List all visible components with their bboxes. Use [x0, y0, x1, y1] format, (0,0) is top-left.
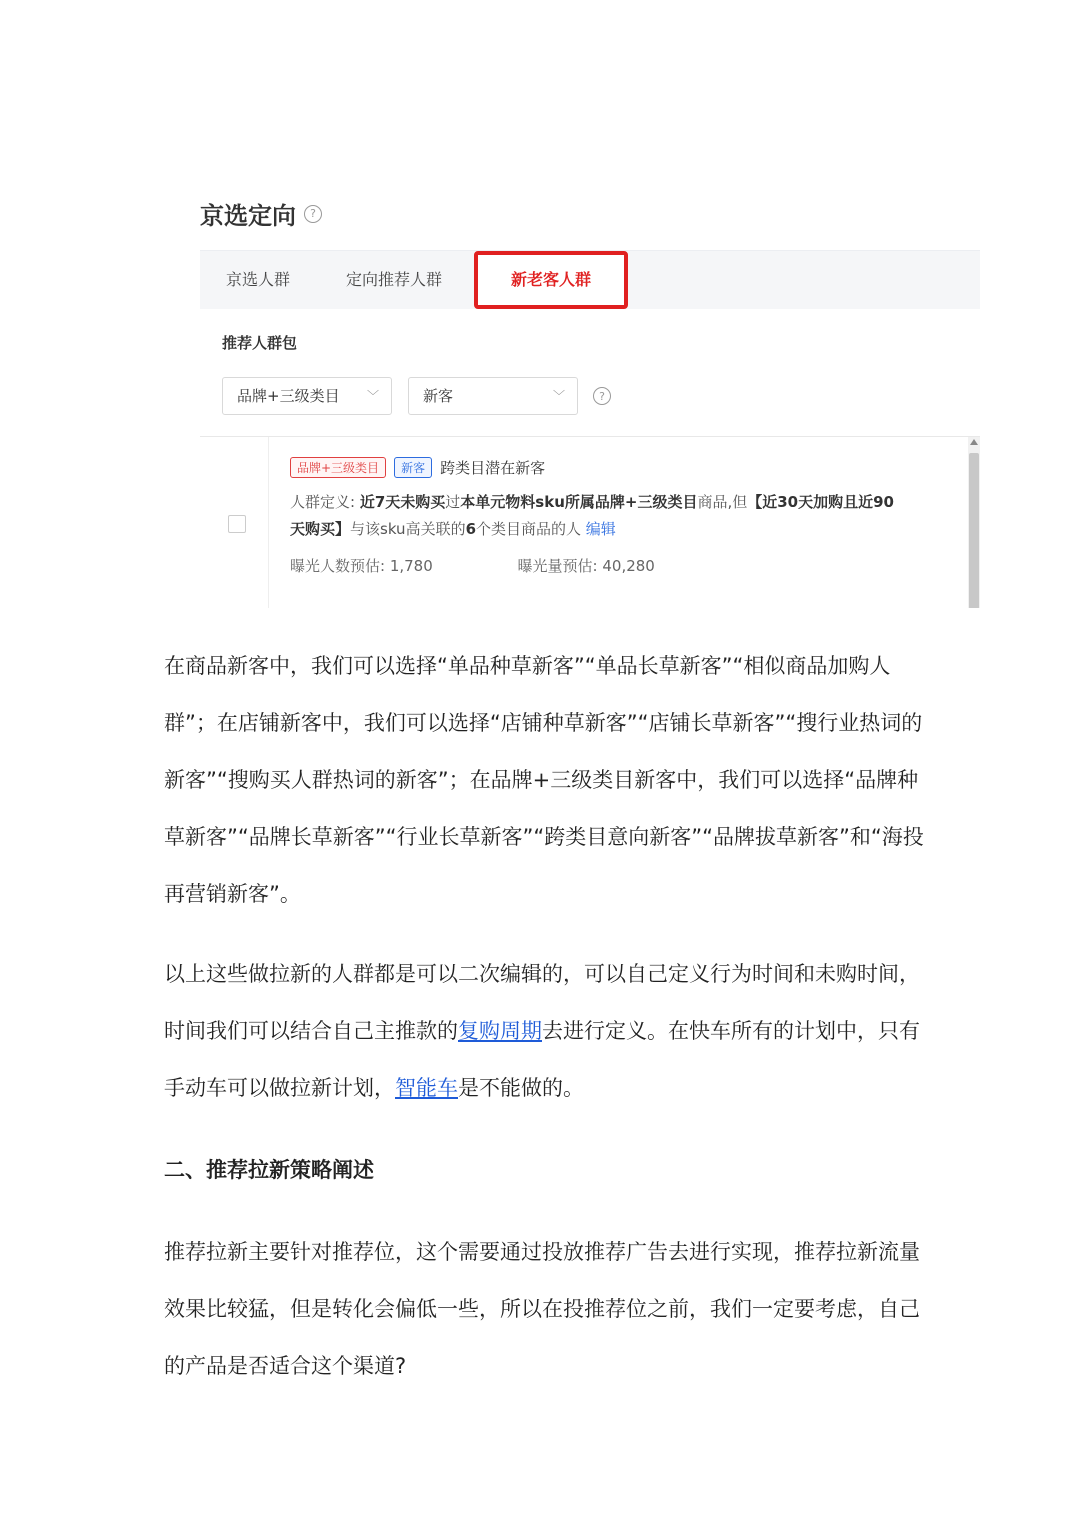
section-heading: 二、推荐拉新策略阐述	[164, 1158, 374, 1182]
smart-car-link[interactable]: 智能车	[395, 1076, 458, 1100]
definition-text-1: 过	[445, 493, 461, 511]
panel-title-text: 京选定向	[200, 202, 296, 230]
paragraph-2-text	[164, 946, 924, 1117]
tab-jingxuan-crowd[interactable]: 京选人群	[226, 270, 291, 289]
definition-prefix: 人群定义:	[290, 493, 360, 511]
customer-type-select[interactable]	[408, 377, 578, 415]
customer-type-select-value: 新客	[423, 387, 454, 405]
definition-bold-3: 【近30天加购且近90天购买】	[290, 493, 894, 538]
definition-bold-1: 近7天未购买	[359, 493, 446, 511]
tab-targeted-recommend-crowd[interactable]: 定向推荐人群	[346, 270, 443, 289]
paragraph-1-text: 在商品新客中，我们可以选择“单品种草新客”“单品长草新客”“相似商品加购人群”；在店铺新客中，我们可以选择“店铺种草新客”“店铺长草新客”“搜行业热词的新客”“搜购买人群热词的新客”；在品牌+三级类目新客中，我们可以选择“品牌种草新客”“品牌长草新客”“行业长草新客”“跨类目意向新客”“品牌拔草新客”和“海投再营销新客”。	[164, 654, 924, 906]
new-customer-tag: 新客	[394, 457, 432, 478]
paragraph-2-part-c: 是不能做的。	[458, 1076, 584, 1100]
chevron-down-icon: ﹀	[552, 389, 565, 403]
exposure-people-estimate: 曝光人数预估: 1,780	[290, 557, 433, 575]
definition-bold-2: 本单元物料sku所属品牌+三级类目	[460, 493, 698, 511]
article-paragraph-3	[164, 1224, 924, 1395]
definition-text-4: 个类目商品的人	[476, 520, 586, 538]
crowd-definition	[290, 489, 900, 543]
scrollbar[interactable]	[968, 437, 980, 608]
tab-bar	[200, 250, 980, 309]
category-tag: 品牌+三级类目	[290, 457, 386, 478]
group-label: 推荐人群包	[222, 334, 298, 352]
crowd-stats	[290, 555, 735, 576]
embedded-screenshot	[200, 160, 980, 608]
crowd-list	[200, 436, 980, 608]
category-select[interactable]	[222, 377, 392, 415]
question-circle-icon[interactable]: ?	[593, 387, 611, 405]
repurchase-cycle-link[interactable]: 复购周期	[458, 1019, 542, 1043]
crowd-name: 跨类目潜在新客	[440, 459, 546, 477]
paragraph-2-part-b: 去进行定义。在快车所有的计划中，只有手动车可以做拉新计划，	[164, 1019, 920, 1100]
category-select-value: 品牌+三级类目	[237, 387, 340, 405]
scroll-up-arrow-icon[interactable]	[970, 439, 978, 445]
definition-text-3: 与该sku高关联的	[350, 520, 466, 538]
crowd-row-header	[290, 457, 545, 478]
chevron-down-icon: ﹀	[366, 389, 379, 403]
row-divider	[268, 437, 269, 608]
row-checkbox[interactable]	[228, 515, 246, 533]
paragraph-3-text: 推荐拉新主要针对推荐位，这个需要通过投放推荐广告去进行实现，推荐拉新流量效果比较猛，但是转化会偏低一些，所以在投推荐位之前，我们一定要考虑，自己的产品是否适合这个渠道?	[164, 1240, 920, 1378]
tab-new-old-customer-crowd[interactable]: 新老客人群	[474, 251, 628, 309]
definition-text-2: 商品,但	[697, 493, 748, 511]
scroll-thumb[interactable]	[969, 453, 979, 608]
paragraph-2-part-a: 以上这些做拉新的人群都是可以二次编辑的，可以自己定义行为时间和未购时间，时间我们可以结合自己主推款的	[164, 962, 920, 1043]
article-paragraph-1	[164, 638, 924, 923]
article-paragraph-2	[164, 946, 924, 1117]
exposure-volume-estimate: 曝光量预估: 40,280	[517, 557, 655, 575]
edit-link[interactable]: 编辑	[585, 520, 616, 538]
definition-bold-4: 6	[465, 520, 477, 538]
question-circle-icon[interactable]: ?	[304, 205, 322, 223]
panel-title	[200, 196, 322, 231]
